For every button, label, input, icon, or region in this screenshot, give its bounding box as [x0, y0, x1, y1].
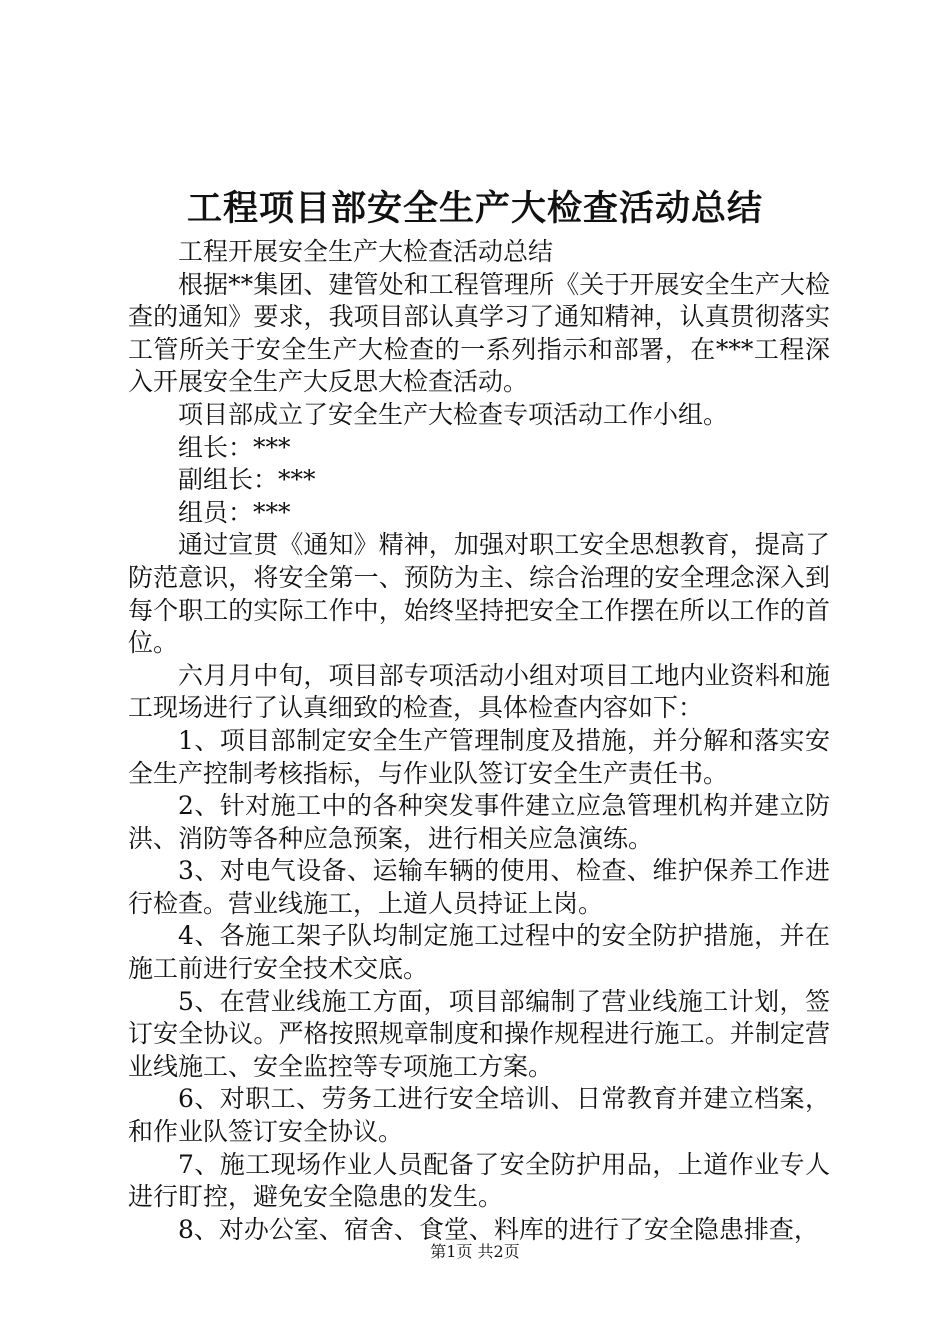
subtitle-paragraph: 工程开展安全生产大检查活动总结: [178, 237, 554, 266]
list-item-3: 3、对电气设备、运输车辆的使用、检查、维护保养工作进行检查。营业线施工，上道人员持证上岗。: [128, 856, 830, 918]
list-item-4: 4、各施工架子队均制定施工过程中的安全防护措施，并在施工前进行安全技术交底。: [128, 921, 830, 984]
page-number-footer: 第1页 共2页: [430, 1242, 520, 1261]
education-paragraph: 通过宣贯《通知》精神，加强对职工安全思想教育，提高了防范意识，将安全第一、预防为主、综合治理的安全理念深入到每个职工的实际工作中，始终坚持把安全工作摆在所以工作的首位。: [128, 530, 830, 658]
list-item-6: 6、对职工、劳务工进行安全培训、日常教育并建立档案，和作业队签订安全协议。: [128, 1084, 830, 1147]
team-leader-line: 组长：***: [178, 432, 291, 462]
list-item-1: 1、项目部制定安全生产管理制度及措施，并分解和落实安全生产控制考核指标，与作业队签订安全生产责任书。: [128, 725, 830, 788]
team-member-line: 组员：***: [178, 497, 291, 527]
list-item-8: 8、对办公室、宿舍、食堂、料库的进行了安全隐患排查，: [178, 1214, 819, 1244]
list-item-7: 7、施工现场作业人员配备了安全防护用品，上道作业专人进行盯控，避免安全隐患的发生。: [128, 1149, 830, 1212]
document-body: [128, 236, 830, 1246]
intro-paragraph: 根据**集团、建管处和工程管理所《关于开展安全生产大检查的通知》要求，我项目部认真学习了通知精神，认真贯彻落实工管所关于安全生产大检查的一系列指示和部署，在***工程深入开展安全生产大反思大检查活动。: [128, 269, 830, 397]
inspection-paragraph: 六月月中旬，项目部专项活动小组对项目工地内业资料和施工现场进行了认真细致的检查，具体检查内容如下：: [128, 660, 830, 723]
list-item-5: 5、在营业线施工方面，项目部编制了营业线施工计划，签订安全协议。严格按照规章制度和操作规程进行施工。并制定营业线施工、安全监控等专项施工方案。: [128, 986, 830, 1081]
page-title: 工程项目部安全生产大检查活动总结: [186, 188, 763, 229]
team-paragraph: 项目部成立了安全生产大检查专项活动工作小组。: [178, 399, 729, 429]
deputy-leader-line: 副组长：***: [178, 465, 316, 495]
list-item-2: 2、针对施工中的各种突发事件建立应急管理机构并建立防洪、消防等各种应急预案，进行相关应急演练。: [128, 791, 830, 853]
